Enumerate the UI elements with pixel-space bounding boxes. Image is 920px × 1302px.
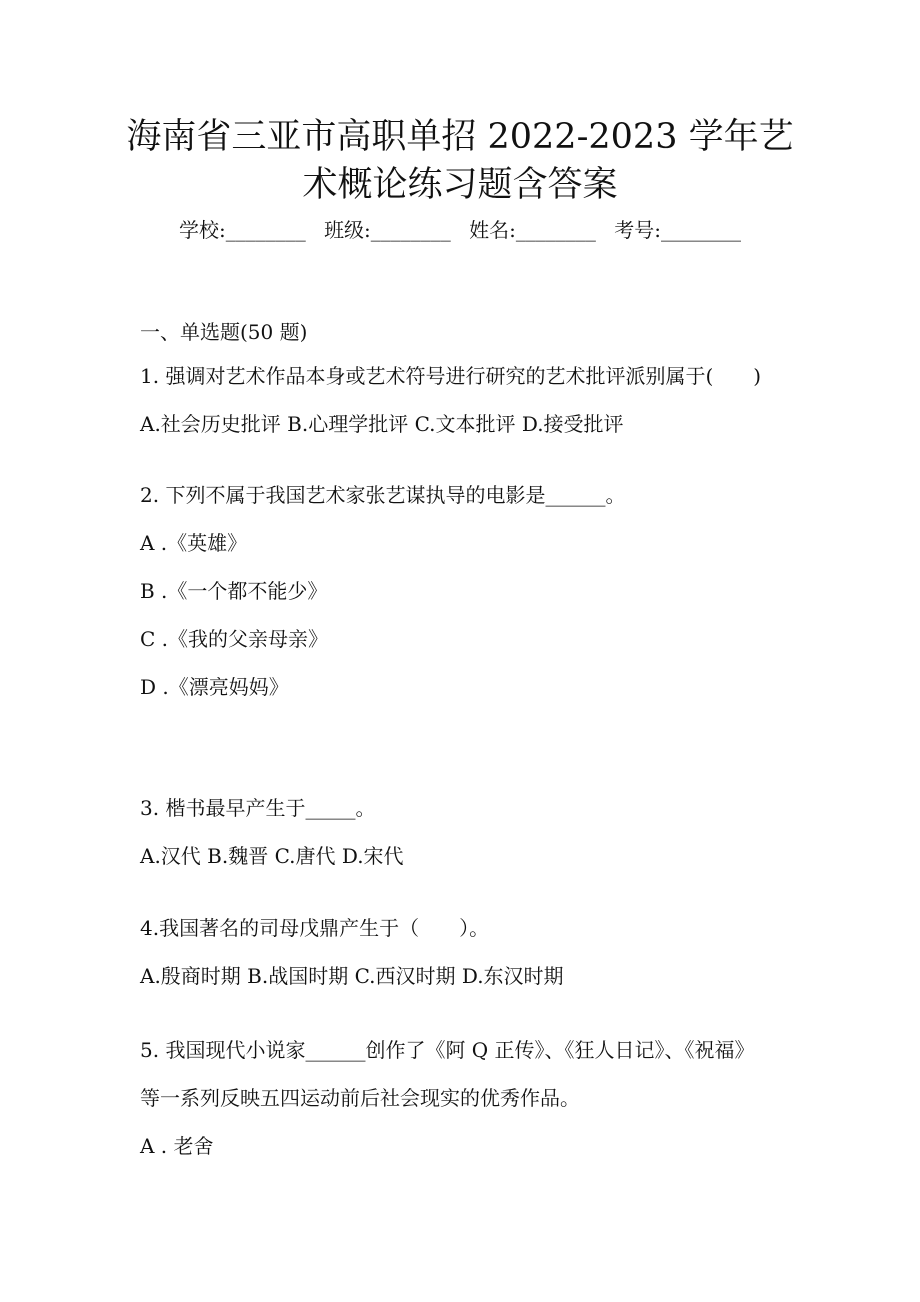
- question-2-option-c: C .《我的父亲母亲》: [140, 627, 329, 651]
- exam-no-field: 考号:________: [614, 218, 742, 242]
- section-heading: 一、单选题(50 题): [140, 320, 308, 344]
- question-5-continuation: 等一系列反映五四运动前后社会现实的优秀作品。: [140, 1086, 580, 1110]
- name-field: 姓名:________: [469, 218, 596, 242]
- class-field: 班级:________: [324, 218, 451, 242]
- question-2-option-a: A .《英雄》: [140, 531, 248, 555]
- school-field: 学校:________: [178, 218, 306, 242]
- question-1: 1. 强调对艺术作品本身或艺术符号进行研究的艺术批评派别属于( ): [140, 364, 762, 388]
- question-2-option-d: D .《漂亮妈妈》: [140, 675, 289, 699]
- question-3: 3. 楷书最早产生于_____。: [140, 796, 376, 820]
- question-4: 4.我国著名的司母戊鼎产生于（ ）。: [140, 916, 490, 940]
- doc-title-line2: 术概论练习题含答案: [302, 165, 618, 205]
- question-4-options: A.殷商时期 B.战国时期 C.西汉时期 D.东汉时期: [140, 964, 564, 988]
- question-1-options: A.社会历史批评 B.心理学批评 C.文本批评 D.接受批评: [140, 412, 624, 436]
- question-2-option-b: B .《一个都不能少》: [140, 579, 328, 603]
- question-5: 5. 我国现代小说家______创作了《阿 Q 正传》、《狂人日记》、《祝福》: [140, 1038, 755, 1062]
- question-3-options: A.汉代 B.魏晋 C.唐代 D.宋代: [140, 844, 404, 868]
- student-info-row: [0, 216, 920, 244]
- question-2: 2. 下列不属于我国艺术家张艺谋执导的电影是______。: [140, 483, 626, 507]
- doc-title-line1: 海南省三亚市高职单招 2022-2023 学年艺: [126, 117, 794, 157]
- question-5-option-a: A . 老舍: [140, 1134, 214, 1158]
